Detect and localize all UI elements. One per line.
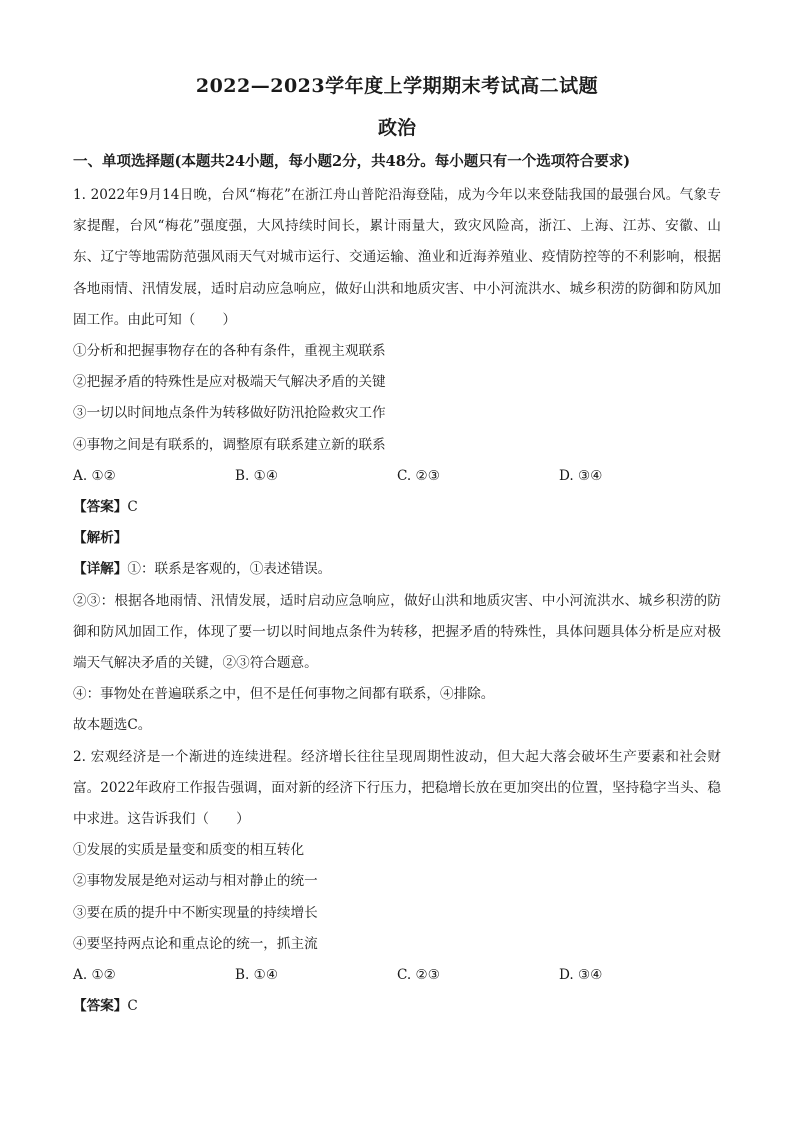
statement-1: ①分析和把握事物存在的各种有条件，重视主观联系 (73, 343, 386, 360)
analysis-line (73, 523, 721, 554)
statement-3: ③要在质的提升中不断实现量的持续增长 (73, 904, 318, 921)
exam-title: 2022—2023学年度上学期期末考试高二试题 (195, 75, 599, 97)
answer-choices (73, 960, 721, 991)
answer-tag: 【答案】 (73, 998, 128, 1015)
question-2 (73, 742, 721, 1023)
detail-line-2: ②③：根据各地雨情、汛情发展，适时启动应急响应，做好山洪和地质灾害、中小河流洪水、城乡积涝的防御和防风加固工作，体现了要一切以时间地点条件为转移，把握矛盾的特殊性，具体问题具体分析是应对极端天气解决矛盾的关键，②③符合题意。 (73, 592, 721, 672)
exam-subject: 政治 (377, 117, 416, 139)
choice-a: A. ①② (73, 467, 116, 484)
choice-d: D. ③④ (559, 467, 603, 484)
question-stem: 2. 宏观经济是一个渐进的连续进程。经济增长往往呈现周期性波动，但大起大落会破坏生产要素和社会财富。2022年政府工作报告强调，面对新的经济下行压力，把稳增长放在更加突出的位置，坚持稳字当头、稳中求进。这告诉我们（ ） (73, 748, 721, 828)
question-list (73, 180, 721, 1022)
detail-line-4: 故本题选C。 (73, 717, 152, 734)
choice-a: A. ①② (73, 967, 116, 984)
choice-d: D. ③④ (559, 967, 603, 984)
statement-4: ④要坚持两点论和重点论的统一，抓主流 (73, 935, 318, 952)
choice-c: C. ②③ (397, 967, 440, 984)
answer-choices (73, 461, 721, 492)
detail-text: ①：联系是客观的，①表述错误。 (127, 561, 332, 578)
choice-c: C. ②③ (397, 467, 440, 484)
choice-b: B. ①④ (235, 967, 279, 984)
statement-2: ②把握矛盾的特殊性是应对极端天气解决矛盾的关键 (73, 374, 386, 391)
answer-tag: 【答案】 (73, 499, 128, 516)
detail-line-1 (73, 554, 721, 585)
choice-b: B. ①④ (235, 467, 279, 484)
answer-value: C (127, 499, 138, 516)
answer-value: C (127, 998, 138, 1015)
question-stem: 1. 2022年9月14日晚，台风“梅花”在浙江舟山普陀沿海登陆，成为今年以来登陆我国的最强台风。气象专家提醒，台风“梅花”强度强，大风持续时间长，累计雨量大，致灾风险高，浙江、上海、江苏、安徽、山东、辽宁等地需防范强风雨天气对城市运行、交通运输、渔业和近海养殖业、疫情防控等的不利影响，根据各地雨情、汛情发展，适时启动应急响应，做好山洪和地质灾害、中小河流洪水、城乡积涝的防御和防风加固工作。由此可知（ ） (73, 187, 721, 328)
statement-3: ③一切以时间地点条件为转移做好防汛抢险救灾工作 (73, 405, 386, 422)
answer-line (73, 492, 721, 523)
question-1 (73, 180, 721, 742)
statement-4: ④事物之间是有联系的，调整原有联系建立新的联系 (73, 436, 386, 453)
statement-2: ②事物发展是绝对运动与相对静止的统一 (73, 873, 318, 890)
statement-1: ①发展的实质是量变和质变的相互转化 (73, 842, 305, 859)
answer-line (73, 991, 721, 1022)
section-heading: 一、单项选择题(本题共24小题，每小题2分，共48分。每小题只有一个选项符合要求) (73, 153, 631, 170)
analysis-tag: 【解析】 (73, 530, 128, 547)
detail-tag: 【详解】 (73, 561, 128, 578)
detail-line-3: ④：事物处在普遍联系之中，但不是任何事物之间都有联系，④排除。 (73, 686, 495, 703)
